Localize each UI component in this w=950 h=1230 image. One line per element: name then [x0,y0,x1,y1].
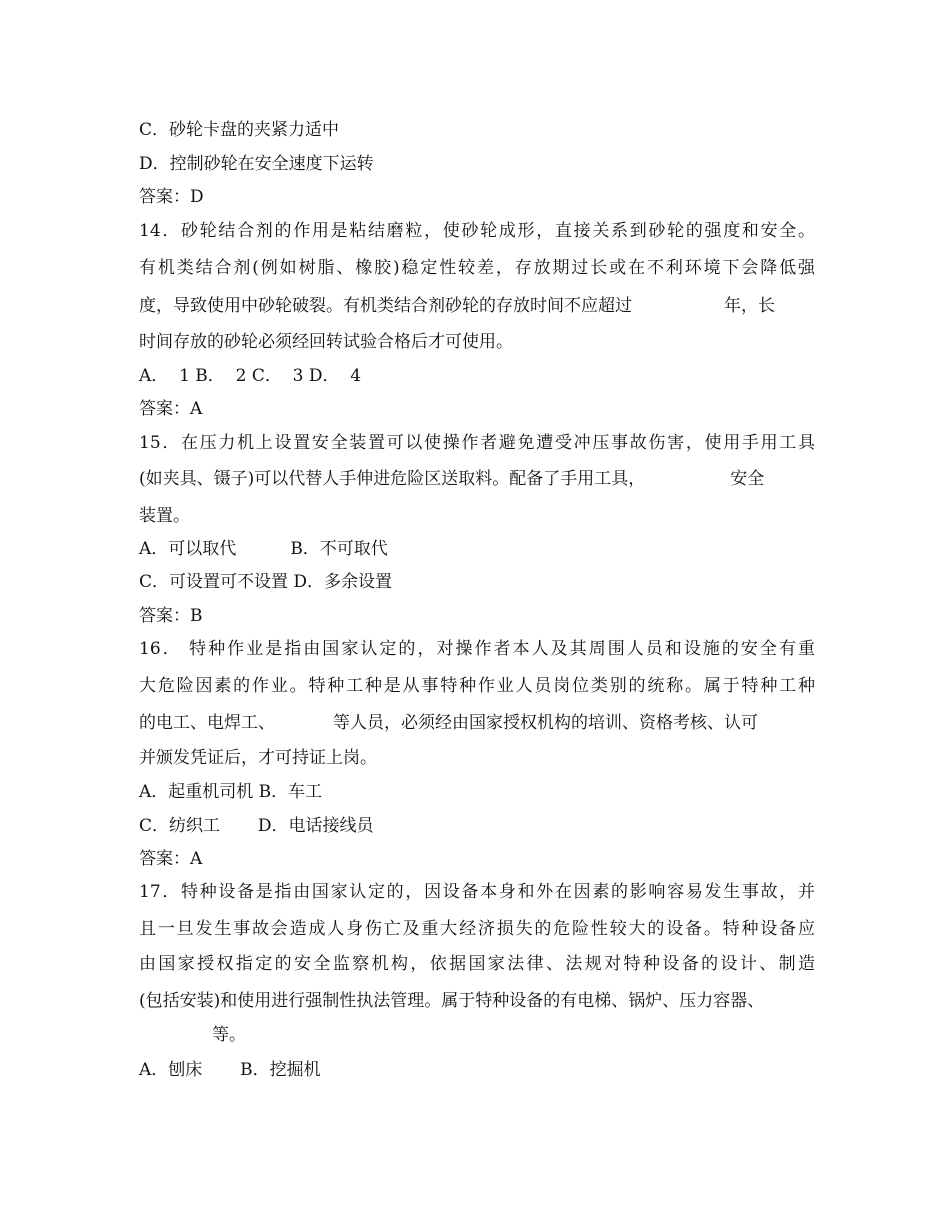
question-17-line-3: 由国家授权指定的安全监察机构，依据国家法律、法规对特种设备的设计、制造 [139,954,815,974]
question-15-text-before-blank: (如夹具、镊子)可以代替人手伸进危险区送取料。配备了手用工具， [139,469,646,489]
question-15-text-after-blank: 安全 [730,469,765,489]
question-16-line-4: 并颁发凭证后，才可持证上岗。 [139,748,377,768]
question-16-line-1: 16． 特种作业是指由国家认定的，对操作者本人及其周围人员和设施的安全有重 [139,639,815,659]
options-cd-q15: C．可设置可不设置 D．多余设置 [139,572,393,592]
option-c-q13: C．砂轮卡盘的夹紧力适中 [139,120,340,140]
options-ab-q15: A．可以取代 B．不可取代 [139,539,388,559]
question-14-line-1: 14．砂轮结合剂的作用是粘结磨粒，使砂轮成形，直接关系到砂轮的强度和安全。 [139,221,815,241]
question-16-line-3 [139,711,758,735]
options-ab-q17: A．刨床 B．挖掘机 [139,1060,321,1080]
question-16-text-before-blank: 的电工、电焊工、 [139,713,275,733]
answer-q13: 答案：D [139,187,204,207]
question-17-line-4: (包括安装)和使用进行强制性执法管理。属于特种设备的有电梯、锅炉、压力容器、 [139,991,765,1011]
options-q14: A． 1 B． 2 C． 3 D． 4 [139,366,362,386]
answer-q16: 答案：A [139,849,203,869]
question-14-line-3 [139,294,775,318]
question-14-line-2: 有机类结合剂(例如树脂、橡胶)稳定性较差，存放期过长或在不利环境下会降低强 [139,258,815,278]
question-14-text-after-blank: 年，长 [724,296,775,316]
question-17-line-1: 17．特种设备是指由国家认定的，因设备本身和外在因素的影响容易发生事故，并 [139,882,815,902]
question-14-text-before-blank: 度，导致使用中砂轮破裂。有机类结合剂砂轮的存放时间不应超过 [139,296,632,316]
question-15-line-1: 15．在压力机上设置安全装置可以使操作者避免遭受冲压事故伤害，使用手用工具 [139,433,815,453]
question-17-line-2: 且一旦发生事故会造成人身伤亡及重大经济损失的危险性较大的设备。特种设备应 [139,919,815,939]
question-15-line-2 [139,467,764,491]
option-d-q13: D．控制砂轮在安全速度下运转 [139,154,374,174]
question-17-line-5: 等。 [212,1025,246,1045]
answer-q14: 答案：A [139,399,203,419]
options-cd-q16: C．纺织工 D．电话接线员 [139,816,374,836]
answer-q15: 答案：B [139,606,203,626]
question-15-line-3: 装置。 [139,506,190,526]
question-16-text-after-blank: 等人员，必须经由国家授权机构的培训、资格考核、认可 [333,713,758,733]
question-14-line-4: 时间存放的砂轮必须经回转试验合格后才可使用。 [139,332,513,352]
question-16-line-2: 大危险因素的作业。特种工种是从事特种作业人员岗位类别的统称。属于特种工种 [139,676,815,696]
options-ab-q16: A．起重机司机 B．车工 [139,782,323,802]
